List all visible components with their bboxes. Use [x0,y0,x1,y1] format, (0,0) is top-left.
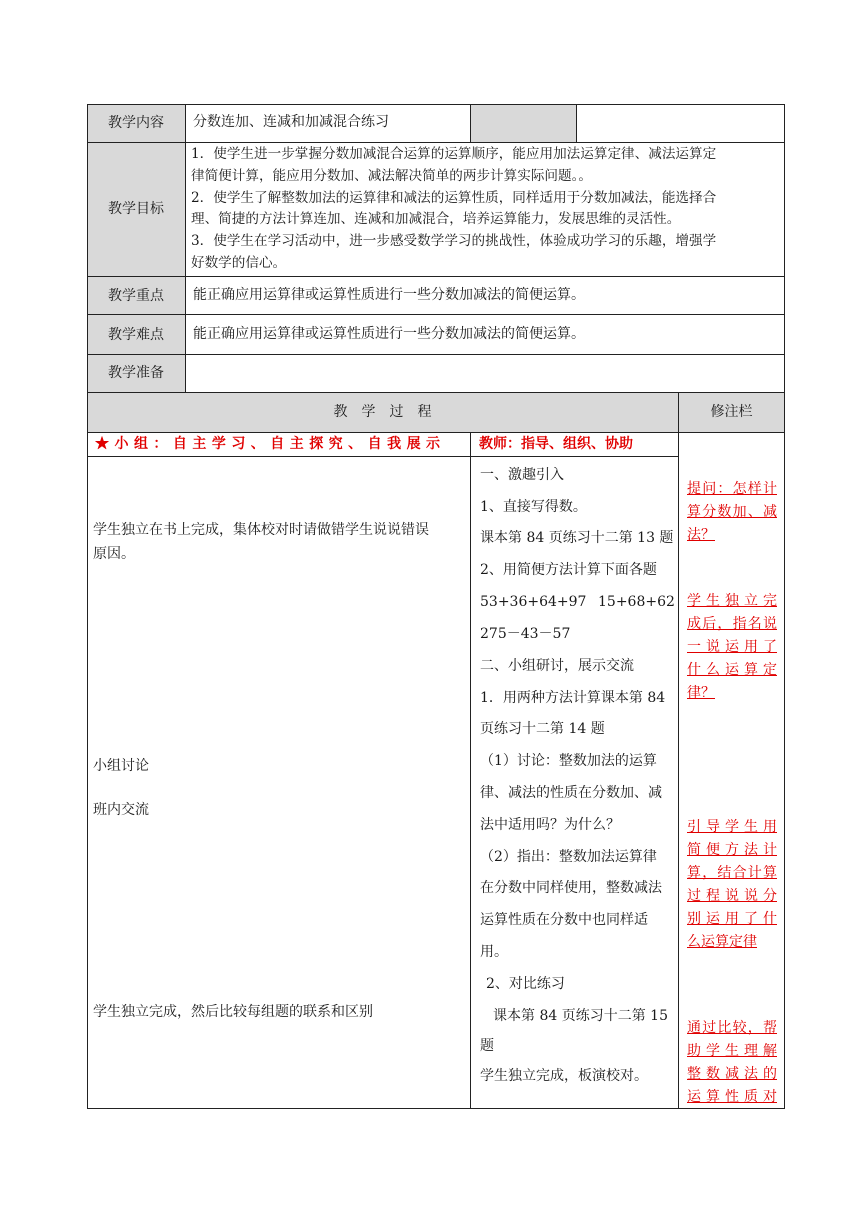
note-line: 什么运算定 [687,662,777,678]
note-line: 运算性质对 [687,1089,777,1105]
teacher-line: 275－43－57 [480,626,571,642]
teacher-line: 一、激趣引入 [480,467,564,483]
student-text-line: 原因。 [93,546,135,562]
teacher-line: 1．用两种方法计算课本第 84 [480,690,666,706]
group-discussion: 小组讨论 [93,758,149,774]
rule [470,432,471,1109]
note-line: 助学生理解 [687,1043,777,1059]
key-label: 教学重点 [108,288,164,304]
teacher-line: 2、对比练习 [486,976,565,992]
margin-note [687,1017,777,1109]
teacher-line: （1）讨论：整数加法的运算 [480,753,657,769]
note-line: 算分数加、减 [687,504,777,520]
teacher-line: 运算性质在分数中也同样适 [480,912,648,928]
group-heading: ★ 小 组 ： 自 主 学 习 、 自 主 探 究 、 自 我 展 示 [95,436,441,452]
teacher-line: 课本第 84 页练习十二第 15 [493,1008,668,1024]
note-line: 律？ [687,685,715,701]
note-line: 成后，指名说 [687,616,777,632]
objective-line: 好数学的信心。 [191,254,287,271]
rule [678,392,679,1109]
note-line: 算，结合计算 [687,865,777,881]
teacher-line: 页练习十二第 14 题 [480,721,605,737]
teacher-line: （2）指出：整数加法运算律 [480,849,657,865]
objective-line: 律简便计算，能应用分数加、减法解决简单的两步计算实际问题。。 [191,167,593,184]
key-value: 能正确应用运算律或运算性质进行一些分数加减法的简便运算。 [193,287,585,303]
teacher-line: 法中适用吗？为什么？ [480,817,620,833]
margin-note [687,590,777,705]
rule [87,276,785,277]
objectives-text [191,144,716,275]
note-line: 简便方法计 [687,842,777,858]
process-title: 教 学 过 程 [333,404,432,420]
notes-title: 修注栏 [710,404,753,420]
teacher-line: 1、直接写得数。 [480,499,587,515]
teacher-line: 二、小组研讨，展示交流 [480,658,634,674]
rule [470,104,471,142]
note-line: 学生独立完 [687,593,777,609]
teacher-line: 53+36+64+97 [480,594,587,610]
rule [185,104,186,392]
teacher-line: 题 [480,1038,494,1054]
rule [87,432,785,433]
student-paragraph [93,518,429,566]
teacher-line: 学生独立完成，板演校对。 [480,1068,648,1084]
note-line: 别运用了什 [687,911,777,927]
rule [87,456,678,457]
content-label: 教学内容 [108,115,164,131]
objective-line: 1．使学生进一步掌握分数加减混合运算的运算顺序，能应用加法运算定律、减法运算定 [191,146,717,162]
teacher-line: 15+68+62 [598,594,675,610]
objective-line: 3．使学生在学习活动中，进一步感受数学学习的挑战性，体验成功学习的乐趣，增强学 [191,233,717,250]
rule [87,392,785,393]
class-exchange: 班内交流 [93,802,149,818]
teacher-line: 在分数中同样使用，整数减法 [480,880,662,896]
teacher-line: 用。 [480,944,508,960]
rule [87,104,88,1109]
objective-line: 理、简捷的方法计算连加、连减和加减混合，培养运算能力，发展思维的灵活性。 [191,211,681,228]
margin-note [687,478,777,547]
note-line: 过程说说分 [687,888,777,904]
teacher-line: 2、用简便方法计算下面各题 [480,562,657,578]
note-line: 通过比较，帮 [687,1020,777,1036]
difficulty-value: 能正确应用运算律或运算性质进行一些分数加减法的简便运算。 [193,326,585,342]
rule [87,1108,785,1109]
note-line: 引导学生用 [687,819,777,835]
content-value: 分数连加、连减和加减混合练习 [193,114,389,130]
objectives-label: 教学目标 [108,201,164,217]
lesson-plan-table [87,104,785,1109]
note-line: 提问：怎样计 [687,481,777,497]
rule [87,104,785,105]
rule [87,142,785,143]
independent-work: 学生独立完成，然后比较每组题的联系和区别 [93,1004,373,1020]
note-line: 整数减法的 [687,1066,777,1082]
rule [784,104,785,1109]
teacher-heading: 教师：指导、组织、协助 [479,436,633,452]
margin-note [687,816,777,954]
rule [87,354,785,355]
prep-label: 教学准备 [108,365,164,381]
note-line: 一说运用了 [687,639,777,655]
note-line: 么运算定律 [687,934,757,950]
rule [576,104,577,142]
note-line: 法？ [687,527,715,543]
shade-blank-cell [470,104,576,142]
teacher-line: 课本第 84 页练习十二第 13 题 [480,530,674,546]
difficulty-label: 教学难点 [108,327,164,343]
teacher-line: 律、减法的性质在分数加、减 [480,785,662,801]
student-text-line: 学生独立在书上完成，集体校对时请做错学生说说错误 [93,522,429,538]
rule [87,314,785,315]
objective-line: 2．使学生了解整数加法的运算律和减法的运算性质，同样适用于分数加减法，能选择合 [191,189,717,206]
